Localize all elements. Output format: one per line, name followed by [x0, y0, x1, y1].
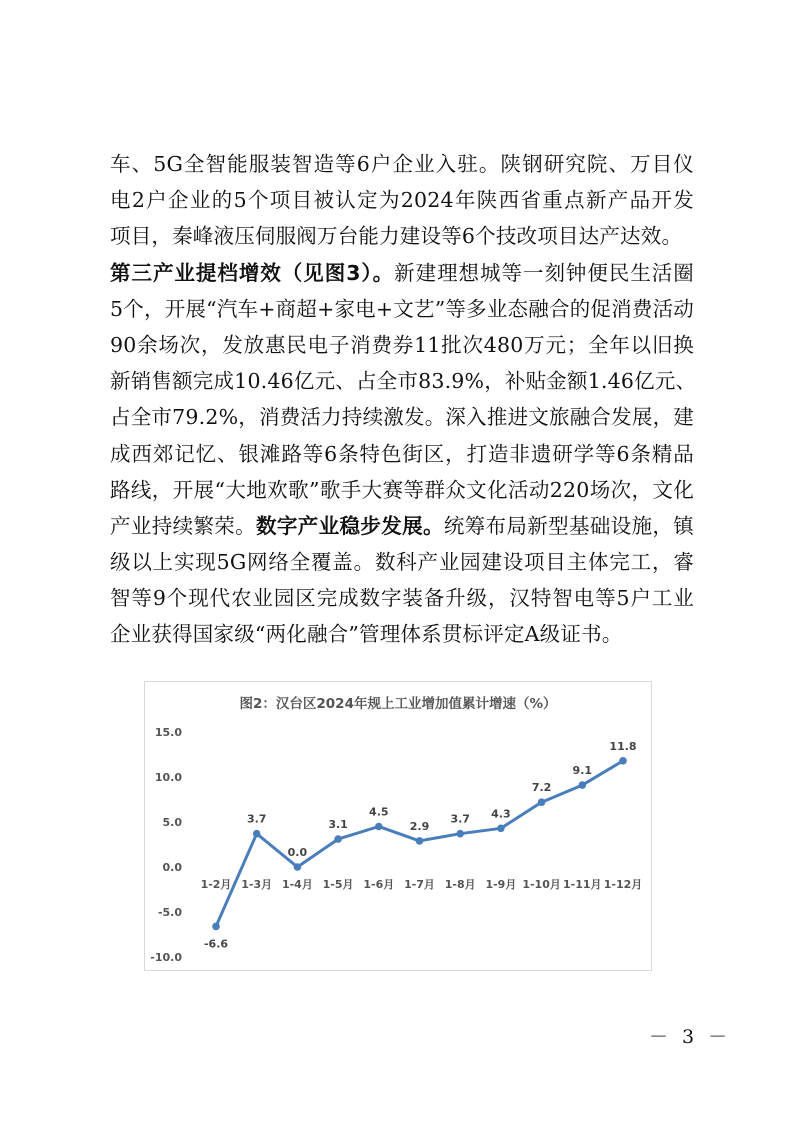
data-label: 7.2 [531, 781, 552, 795]
text-line [110, 544, 694, 580]
text-segment: 5个，开展“汽车+商超+家电+文艺”等多业态融合的促消费活动 [110, 296, 694, 321]
data-label: 11.8 [609, 739, 637, 753]
data-point [497, 825, 505, 833]
text-segment: 智等9个现代农业园区完成数字装备升级，汉特智电等5户工业 [110, 586, 694, 611]
x-tick-label: 1-5月 [322, 878, 354, 891]
data-label: 3.7 [450, 812, 470, 826]
data-label: 4.5 [369, 805, 389, 819]
text-line [110, 399, 694, 435]
y-tick-label: -10.0 [150, 951, 182, 964]
text-segment: 新销售额完成10.46亿元、占全市83.9%，补贴金额1.46亿元、 [110, 369, 697, 394]
body-text [110, 146, 697, 653]
data-point [456, 830, 464, 838]
data-point [375, 823, 383, 831]
text-line [110, 182, 694, 218]
data-label: 9.1 [572, 764, 593, 778]
text-line [110, 508, 694, 544]
text-segment: 新建理想城等一刻钟便民生活圈 [394, 260, 694, 285]
data-label: -6.6 [203, 937, 229, 951]
text-segment: 企业获得国家级“两化融合”管理体系贯标评定A级证书。 [110, 622, 623, 647]
x-tick-label: 1-8月 [444, 878, 476, 891]
x-tick-label: 1-2月 [200, 878, 232, 891]
text-line [110, 327, 694, 363]
text-line [110, 146, 694, 182]
text-segment: 电2户企业的5个项目被认定为2024年陕西省重点新产品开发 [110, 188, 694, 213]
text-line [110, 436, 694, 472]
data-point [294, 863, 302, 871]
data-label: 3.1 [328, 818, 348, 832]
x-tick-label: 1-4月 [281, 878, 313, 891]
text-line [110, 255, 694, 291]
data-point [416, 837, 424, 845]
text-segment: 成西郊记忆、银滩路等6条特色街区，打造非遗研学等6条精品 [110, 441, 694, 466]
chart-svg [145, 682, 651, 970]
text-segment: 级以上实现5G网络全覆盖。数科产业园建设项目主体完工，睿 [110, 550, 694, 575]
data-point [334, 835, 342, 843]
text-line [110, 472, 694, 508]
x-tick-label: 1-9月 [485, 878, 517, 891]
y-tick-label: 10.0 [154, 771, 182, 784]
x-tick-label: 1-12月 [603, 878, 643, 891]
data-label: 3.7 [246, 812, 267, 826]
growth-chart [144, 681, 652, 971]
x-tick-label: 1-10月 [522, 878, 561, 891]
text-segment: 车、5G全智能服装智造等6户企业入驻。陕钢研究院、万目仪 [110, 152, 694, 176]
text-line [110, 616, 694, 652]
chart-title: 图2：汉台区2024年规上工业增加值累计增速（%） [239, 696, 557, 712]
data-label: 2.9 [409, 819, 430, 833]
x-tick-label: 1-7月 [404, 878, 435, 891]
y-tick-label: 0.0 [162, 861, 182, 874]
y-tick-label: -5.0 [157, 906, 182, 919]
y-tick-label: 5.0 [162, 816, 182, 829]
text-segment: 90余场次，发放惠民电子消费券11批次480万元；全年以旧换 [110, 332, 694, 357]
text-segment: 占全市79.2%，消费活力持续激发。深入推进文旅融合发展，建 [110, 405, 694, 430]
text-line [110, 218, 694, 254]
x-tick-label: 1-3月 [241, 878, 273, 891]
x-tick-label: 1-11月 [563, 878, 602, 891]
text-line [110, 363, 697, 399]
data-label: 0.0 [287, 846, 308, 859]
text-line [110, 580, 694, 616]
bold-heading: 第三产业提档增效（见图3）。 [110, 260, 395, 285]
x-tick-label: 1-6月 [363, 878, 395, 891]
data-point [619, 757, 627, 765]
data-label: 4.3 [491, 807, 511, 821]
text-segment: 产业持续繁荣。 [110, 513, 257, 538]
text-segment: 项目，秦峰液压伺服阀万台能力建设等6个技改项目达产达效。 [110, 224, 683, 249]
text-segment: 统筹布局新型基础设施，镇 [443, 513, 694, 538]
data-point [538, 798, 546, 806]
y-tick-label: 15.0 [154, 726, 182, 739]
text-line [110, 291, 694, 327]
data-point [212, 923, 220, 931]
text-segment: 路线，开展“大地欢歌”歌手大赛等群众文化活动220场次，文化 [110, 477, 694, 502]
data-point [253, 830, 261, 838]
data-point [579, 781, 587, 789]
bold-heading: 数字产业稳步发展。 [256, 513, 444, 538]
page-number: － 3 － [649, 1026, 732, 1048]
